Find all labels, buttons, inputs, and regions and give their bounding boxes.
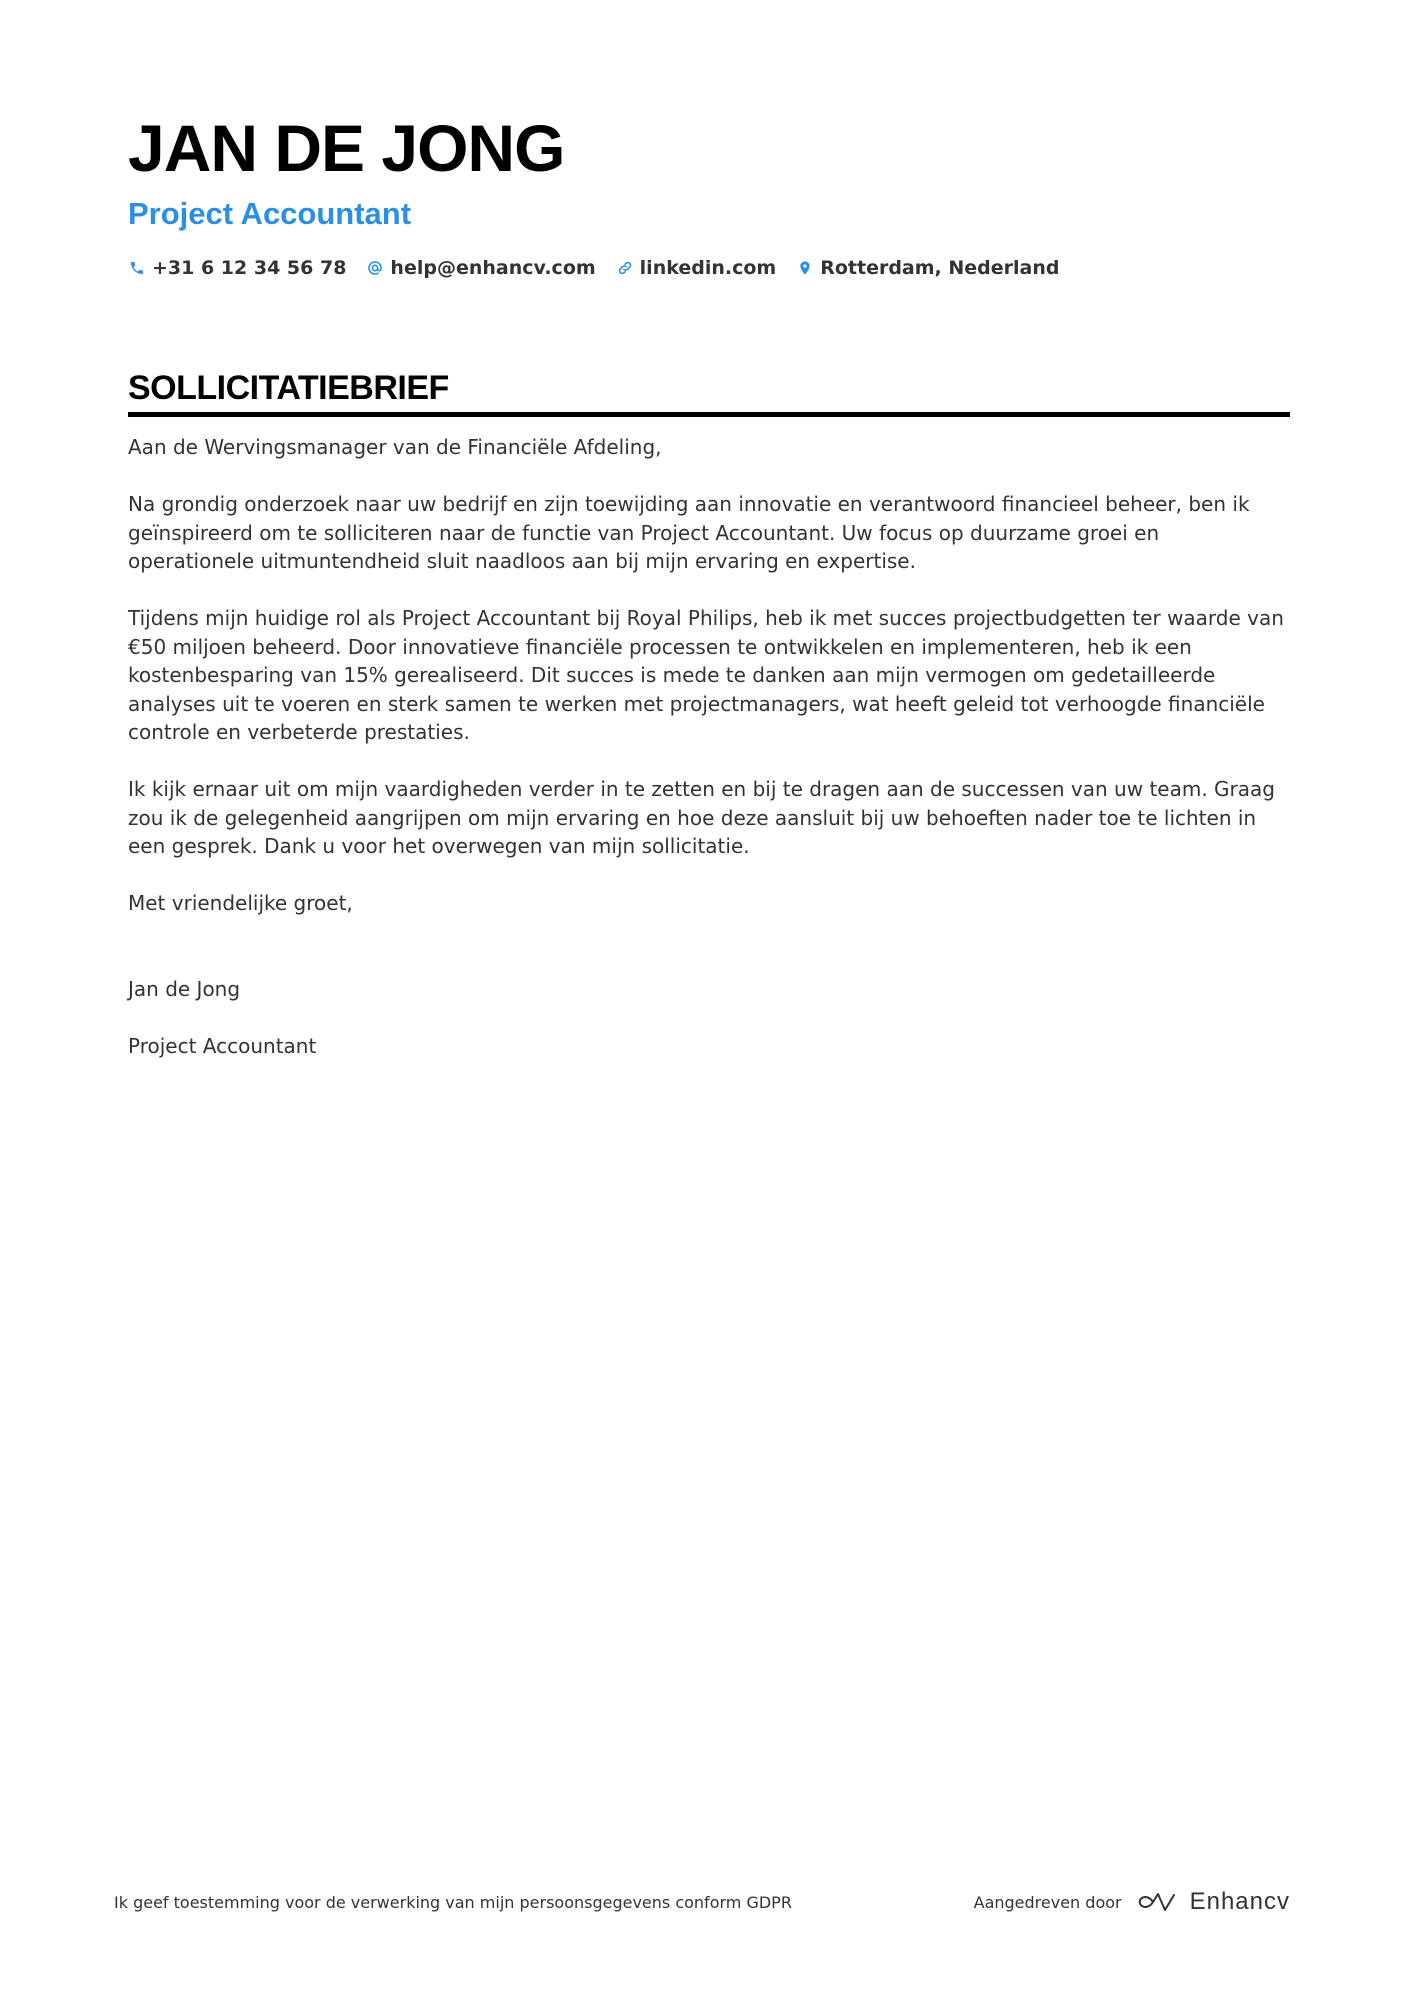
contact-bar bbox=[128, 254, 1288, 282]
letter-paragraph: Na grondig onderzoek naar uw bedrijf en zijn toewijding aan innovatie en verantwoord financieel beheer, ben ik geïnspireerd om te solliciteren naar de functie van Project Accountant. Uw focus op duurzame groei en operationele uitmuntendheid sluit naadloos aan bij mijn ervaring en expertise. bbox=[128, 492, 1250, 573]
footer bbox=[114, 1888, 1290, 1916]
brand-name: Enhancv bbox=[1189, 1888, 1290, 1915]
at-icon bbox=[366, 259, 384, 277]
phone-icon bbox=[128, 259, 146, 277]
email-text: help@enhancv.com bbox=[390, 257, 596, 279]
letter-salutation: Aan de Wervingsmanager van de Financiële Afdeling, bbox=[128, 435, 662, 459]
phone-text: +31 6 12 34 56 78 bbox=[152, 257, 347, 279]
contact-phone[interactable] bbox=[128, 257, 346, 279]
section-title: SOLLICITATIEBRIEF bbox=[128, 366, 1290, 417]
letter-paragraph: Tijdens mijn huidige rol als Project Accountant bij Royal Philips, heb ik met succes projectbudgetten ter waarde van €50 miljoen beheerd. Door innovatieve financiële processen te ontwikkelen en implementeren, heb ik een kostenbesparing van 15% gerealiseerd. Dit succes is mede te danken aan mijn vermogen om gedetailleerde analyses uit te voeren en sterk samen te werken met projectmanagers, wat heeft geleid tot verhoogde financiële controle en verbeterde prestaties. bbox=[128, 606, 1284, 744]
candidate-name: JAN DE JONG bbox=[128, 111, 565, 185]
signature-title: Project Accountant bbox=[128, 1033, 317, 1058]
letter-paragraph: Ik kijk ernaar uit om mijn vaardigheden verder in te zetten en bij te dragen aan de successen van uw team. Graag zou ik de gelegenheid aangrijpen om mijn ervaring en hoe deze aansluit bij uw behoeften nader toe te lichten in een gesprek. Dank u voor het overwegen van mijn sollicitatie. bbox=[128, 777, 1275, 858]
location-text: Rotterdam, Nederland bbox=[820, 257, 1060, 279]
contact-email[interactable] bbox=[366, 257, 595, 279]
cover-letter-section bbox=[128, 366, 1290, 1089]
candidate-role: Project Accountant bbox=[128, 196, 412, 231]
header bbox=[128, 108, 1288, 282]
contact-location bbox=[796, 257, 1059, 279]
signature-name: Jan de Jong bbox=[128, 976, 241, 1001]
link-icon bbox=[616, 259, 634, 277]
letter-body bbox=[128, 433, 1290, 1060]
brand-link[interactable] bbox=[1134, 1888, 1290, 1916]
location-pin-icon bbox=[796, 259, 814, 277]
enhancv-logo-icon bbox=[1134, 1890, 1180, 1914]
contact-linkedin[interactable] bbox=[616, 257, 777, 279]
linkedin-text: linkedin.com bbox=[639, 257, 777, 279]
gdpr-consent: Ik geef toestemming voor de verwerking van mijn persoonsgegevens conform GDPR bbox=[114, 1892, 792, 1912]
powered-by bbox=[974, 1888, 1290, 1916]
letter-closing: Met vriendelijke groet, bbox=[128, 891, 353, 915]
powered-by-label: Aangedreven door bbox=[973, 1892, 1122, 1912]
